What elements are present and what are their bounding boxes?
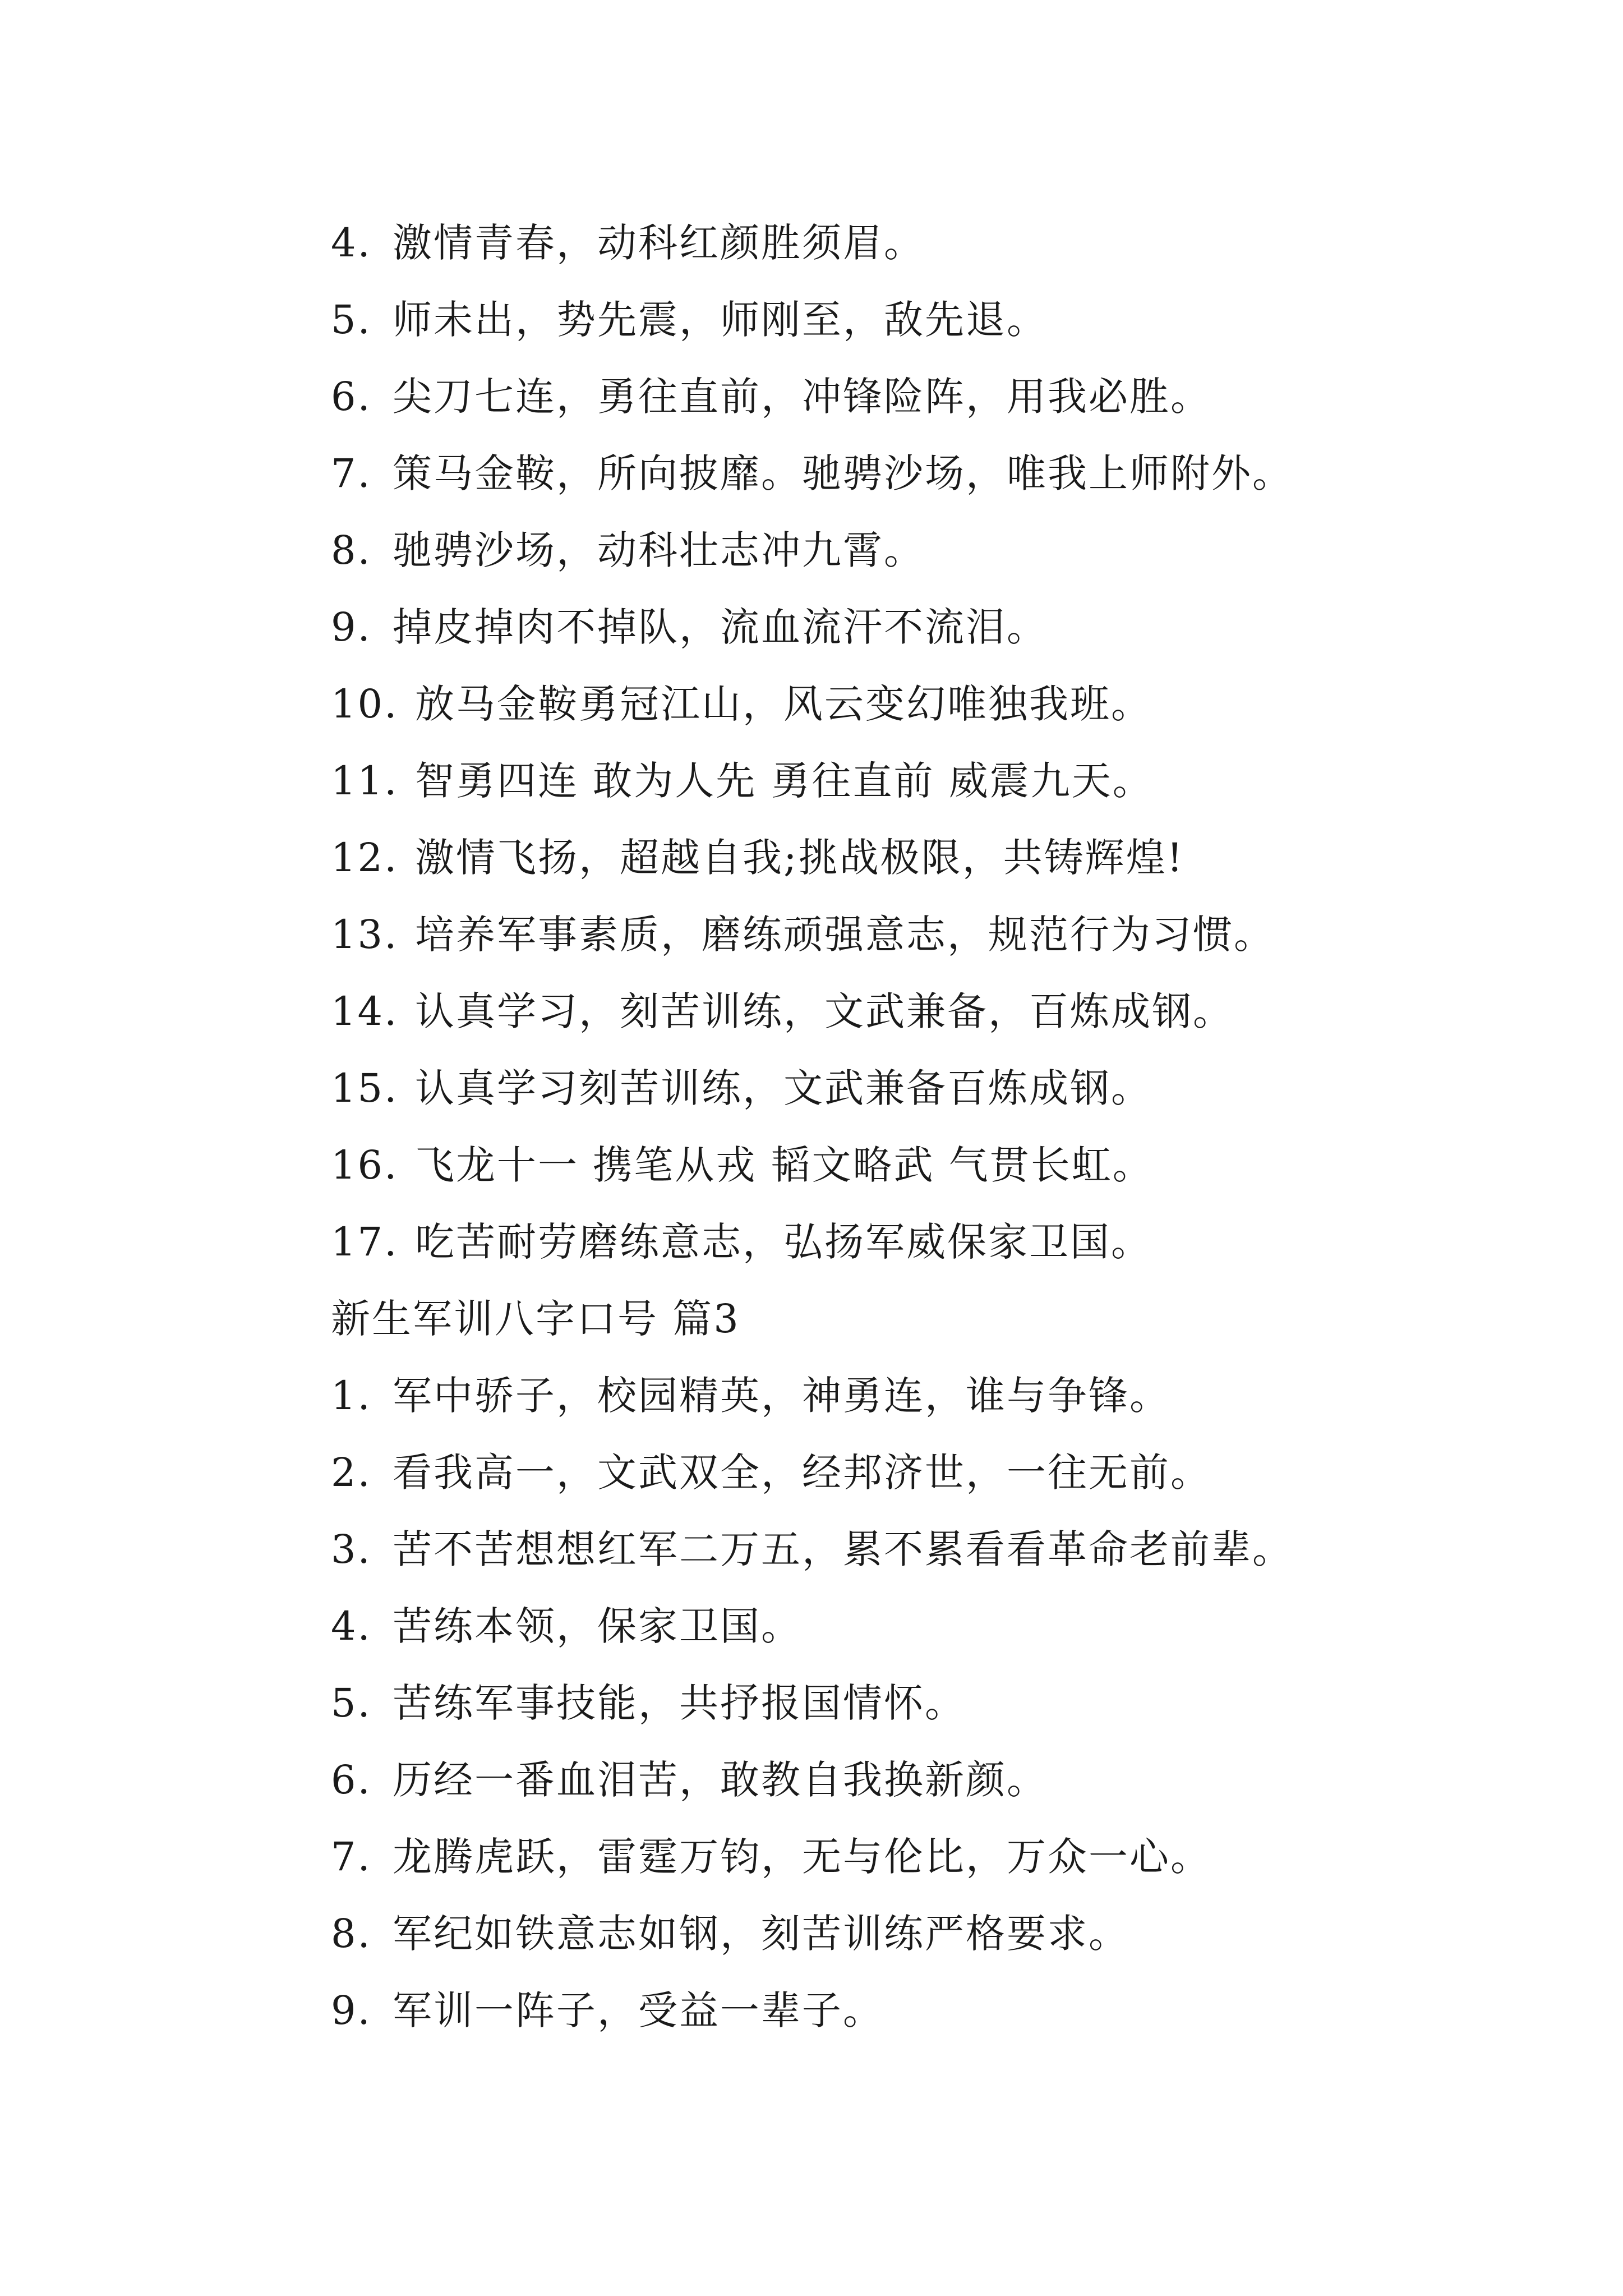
list-item: [331, 363, 1211, 430]
item-number: 9.: [331, 604, 372, 650]
item-text: 历经一番血泪苦，敢教自我换新颜。: [393, 1757, 1048, 1803]
item-number: 7.: [331, 1834, 372, 1880]
item-number: 6.: [331, 374, 372, 420]
item-text: 培养军事素质，磨练顽强意志，规范行为习惯。: [415, 912, 1275, 958]
item-number: 5.: [331, 297, 372, 343]
item-number: 7.: [331, 450, 372, 496]
item-text: 驰骋沙场，动科壮志冲九霄。: [393, 527, 925, 573]
item-text: 策马金鞍，所向披靡。驰骋沙场，唯我上师附外。: [393, 450, 1293, 496]
item-text: 师未出，势先震，师刚至，敌先退。: [393, 297, 1048, 343]
item-text: 龙腾虎跃，雷霆万钧，无与伦比，万众一心。: [393, 1834, 1211, 1880]
list-item: [331, 1208, 1152, 1276]
list-item: [331, 747, 1154, 815]
item-number: 8.: [331, 527, 372, 573]
item-number: 8.: [331, 1911, 372, 1957]
item-number: 4.: [331, 220, 372, 266]
list-item: [331, 1746, 1048, 1814]
item-text: 激情飞扬，超越自我;挑战极限，共铸辉煌!: [415, 835, 1184, 881]
item-text: 掉皮掉肉不掉队，流血流汗不流泪。: [393, 604, 1048, 650]
item-text: 尖刀七连，勇往直前，冲锋险阵，用我必胜。: [393, 374, 1211, 420]
item-text: 飞龙十一 携笔从戎 韬文略武 气贯长虹。: [415, 1142, 1154, 1188]
item-number: 11.: [331, 758, 399, 804]
item-text: 认真学习，刻苦训练，文武兼备，百炼成钢。: [415, 988, 1234, 1034]
list-item: [331, 670, 1152, 738]
item-text: 激情青春，动科红颜胜须眉。: [393, 220, 925, 266]
item-number: 2.: [331, 1450, 372, 1496]
item-number: 15.: [331, 1065, 399, 1111]
list-item: [331, 1900, 1129, 1967]
item-text: 苦不苦想想红军二万五，累不累看看革命老前辈。: [393, 1526, 1293, 1572]
item-text: 军纪如铁意志如钢，刻苦训练严格要求。: [393, 1911, 1129, 1957]
list-item: [331, 1055, 1152, 1122]
item-text: 军训一阵子，受益一辈子。: [393, 1987, 884, 2033]
item-number: 17.: [331, 1219, 399, 1265]
list-item: [331, 1131, 1154, 1199]
item-text: 放马金鞍勇冠江山，风云变幻唯独我班。: [415, 681, 1152, 727]
item-text: 苦练本领，保家卫国。: [393, 1603, 802, 1649]
item-number: 14.: [331, 988, 399, 1034]
item-number: 4.: [331, 1603, 372, 1649]
list-item: [331, 517, 925, 584]
list-item: [331, 440, 1293, 507]
list-item: [331, 978, 1234, 1045]
list-item: [331, 286, 1048, 353]
list-item: [331, 1516, 1293, 1583]
item-text: 认真学习刻苦训练，文武兼备百炼成钢。: [415, 1065, 1152, 1111]
item-text: 吃苦耐劳磨练意志，弘扬军威保家卫国。: [415, 1219, 1152, 1265]
item-text: 苦练军事技能，共抒报国情怀。: [393, 1680, 966, 1726]
list-item: [331, 824, 1184, 891]
list-item: [331, 1439, 1211, 1506]
item-number: 1.: [331, 1373, 372, 1419]
list-item: [331, 1362, 1170, 1429]
item-number: 16.: [331, 1142, 399, 1188]
item-number: 5.: [331, 1680, 372, 1726]
item-text: 看我高一，文武双全，经邦济世，一往无前。: [393, 1450, 1211, 1496]
list-item: [331, 1823, 1211, 1890]
section-heading: 新生军训八字口号 篇3: [331, 1296, 740, 1342]
item-text: 智勇四连 敢为人先 勇往直前 威震九天。: [415, 758, 1154, 804]
list-item: [331, 1669, 966, 1737]
list-item: [331, 593, 1048, 661]
item-number: 3.: [331, 1526, 372, 1572]
list-item: [331, 901, 1275, 968]
item-number: 10.: [331, 681, 399, 727]
item-number: 9.: [331, 1987, 372, 2033]
item-number: 12.: [331, 835, 399, 881]
item-number: 13.: [331, 912, 399, 958]
list-item: [331, 1593, 802, 1660]
item-text: 军中骄子，校园精英，神勇连，谁与争锋。: [393, 1373, 1170, 1419]
list-item: [331, 1977, 884, 2044]
list-item: [331, 209, 925, 277]
item-number: 6.: [331, 1757, 372, 1803]
